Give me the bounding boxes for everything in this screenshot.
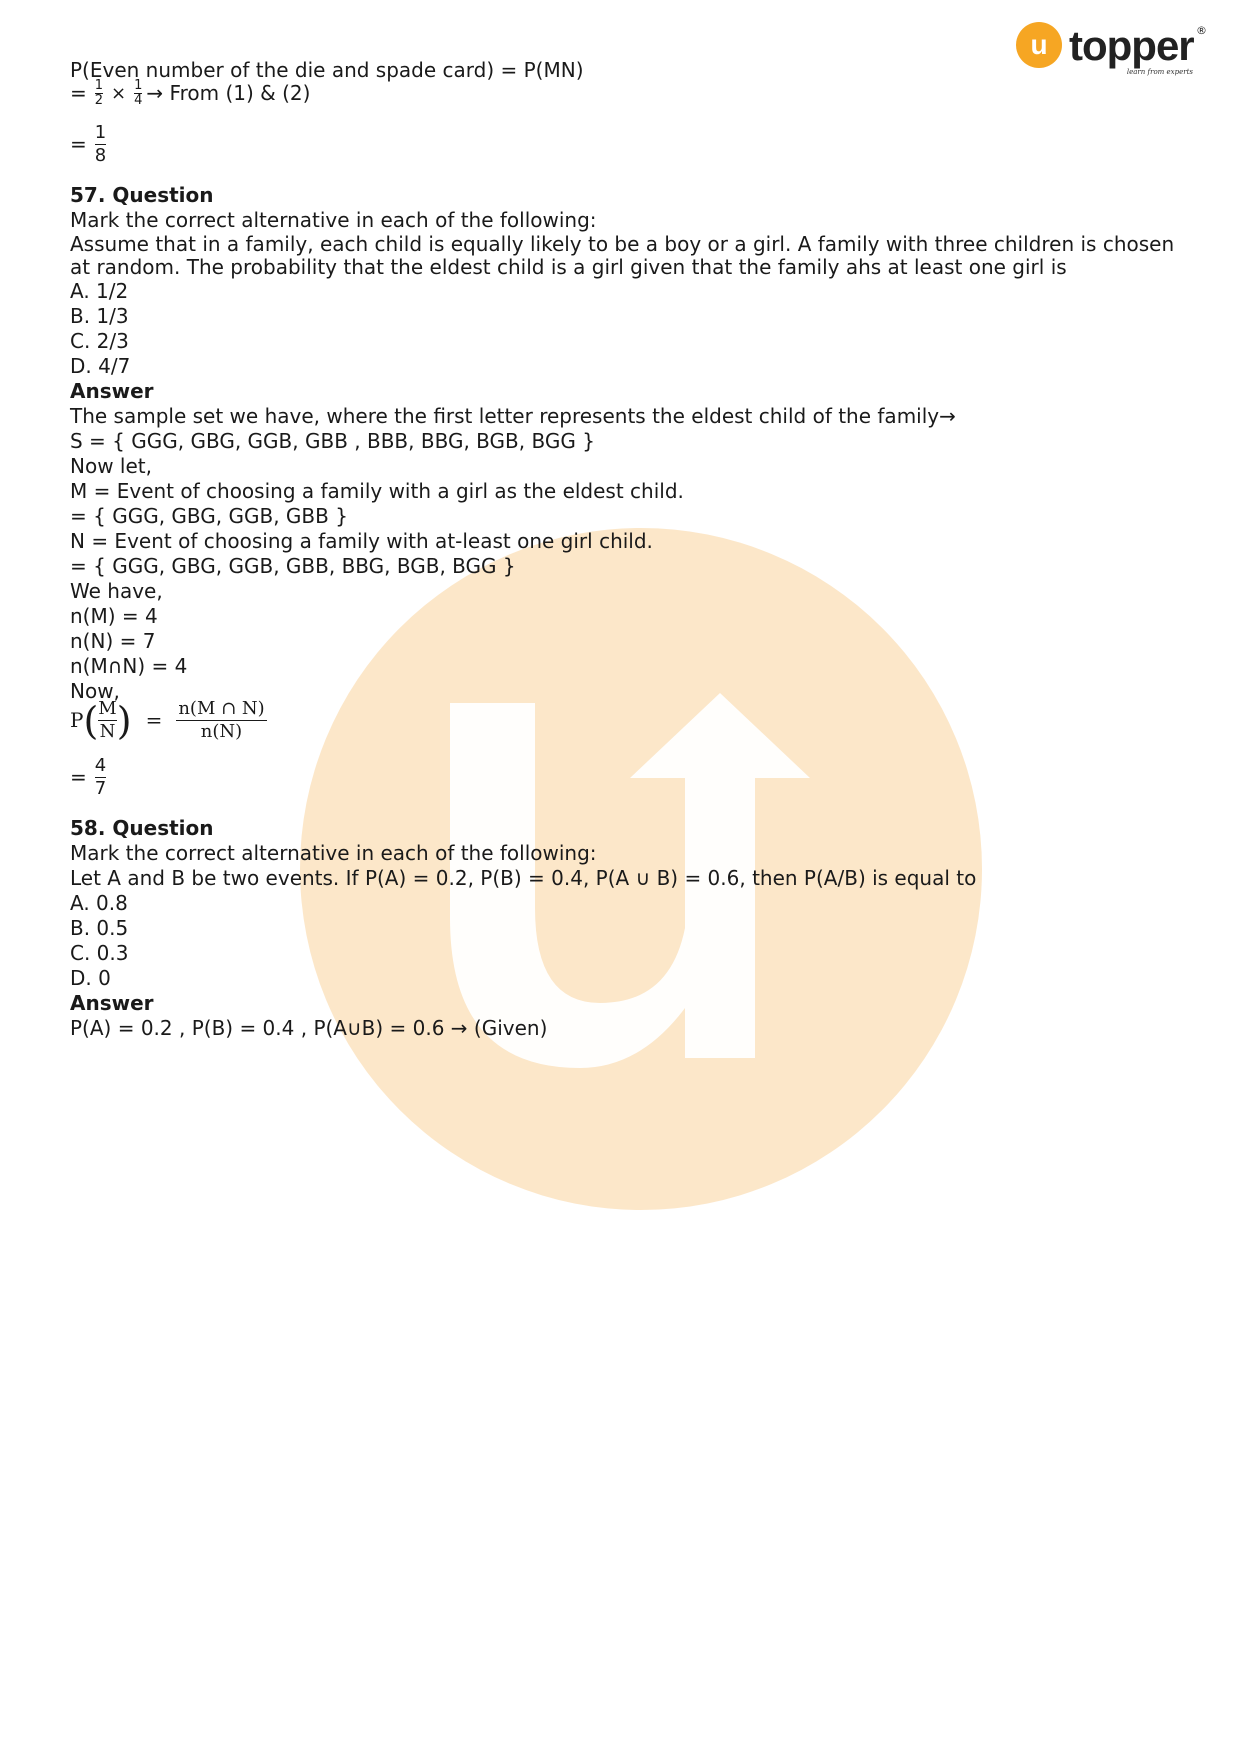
- fraction-intersection-over-n: $\frac{n(M \cap N)}{n(N)}$: [178, 698, 265, 742]
- option-c: C. 0.3: [70, 941, 129, 965]
- question-58-text: Let A and B be two events. If P(A) = 0.2, P(B) = 0.4, P(A ∪ B) = 0.6, then P(A/B) is equal to: [70, 866, 977, 890]
- answer-line: P(A) = 0.2 , P(B) = 0.4 , P(A∪B) = 0.6 → (Given): [70, 1016, 548, 1040]
- question-57-text: Assume that in a family, each child is equally likely to be a boy or a girl. A family with three children is chosen at random. The probability that the eldest child is a girl given that the family ahs at least one girl is: [70, 232, 1175, 279]
- answer-line: We have,: [70, 579, 163, 603]
- answer-heading: Answer: [70, 379, 154, 403]
- fraction-quarter: $\frac{1}{4}$: [134, 78, 143, 108]
- answer-line: = { GGG, GBG, GGB, GBB, BBG, BGB, BGG }: [70, 554, 516, 578]
- answer-line: Now,: [70, 679, 120, 703]
- equals-sign: =: [70, 765, 87, 789]
- calc-line-2: [70, 122, 1180, 167]
- from-note: → From (1) & (2): [146, 81, 311, 105]
- question-57-heading: 57. Question: [70, 183, 214, 207]
- probability-statement: P(Even number of the die and spade card) = P(MN): [70, 58, 584, 82]
- logo-wordmark: topper: [1069, 22, 1194, 69]
- registered-mark: ®: [1196, 24, 1207, 37]
- option-a: A. 0.8: [70, 891, 128, 915]
- answer-line: Now let,: [70, 454, 152, 478]
- result-line: [70, 755, 1180, 800]
- option-b: B. 0.5: [70, 916, 129, 940]
- logo-tagline: learn from experts: [1126, 68, 1193, 76]
- answer-line: n(M∩N) = 4: [70, 654, 188, 678]
- topper-logo: [1015, 18, 1215, 82]
- question-58-instruction: Mark the correct alternative in each of the following:: [70, 841, 597, 865]
- fraction-four-sevenths: $\frac{4}{7}$: [94, 755, 107, 799]
- question-57-instruction: Mark the correct alternative in each of the following:: [70, 208, 597, 232]
- answer-line: n(N) = 7: [70, 629, 156, 653]
- option-a: A. 1/2: [70, 279, 129, 303]
- page-content: [70, 58, 1180, 1041]
- answer-line: S = { GGG, GBG, GGB, GBB , BBB, BBG, BGB, BGG }: [70, 429, 595, 453]
- answer-heading: Answer: [70, 991, 154, 1015]
- option-b: B. 1/3: [70, 304, 129, 328]
- equals-sign: =: [70, 81, 87, 105]
- answer-line: The sample set we have, where the first letter represents the eldest child of the family→: [70, 404, 956, 428]
- answer-line: M = Event of choosing a family with a girl as the eldest child.: [70, 479, 684, 503]
- fraction-half: $\frac{1}{2}$: [94, 78, 104, 108]
- times-sign: ×: [111, 83, 127, 104]
- conditional-probability-formula: P ( $\frac{M}{N}$ ) = $\frac{n(M \cap N)}{n(N)}$: [70, 698, 265, 743]
- answer-line: N = Event of choosing a family with at-least one girl child.: [70, 529, 653, 553]
- equals-sign: =: [145, 708, 163, 732]
- question-58-heading: 58. Question: [70, 816, 214, 840]
- fraction-m-over-n: $\frac{M}{N}$: [98, 698, 117, 742]
- logo-letter: u: [1030, 29, 1048, 60]
- option-d: D. 0: [70, 966, 111, 990]
- answer-line: n(M) = 4: [70, 604, 158, 628]
- fraction-one-eighth: $\frac{1}{8}$: [94, 122, 107, 166]
- option-d: D. 4/7: [70, 354, 131, 378]
- option-c: C. 2/3: [70, 329, 129, 353]
- answer-line: = { GGG, GBG, GGB, GBB }: [70, 504, 348, 528]
- formula-p: P: [70, 708, 84, 732]
- equals-sign: =: [70, 132, 87, 156]
- calc-line-1: [70, 79, 1180, 108]
